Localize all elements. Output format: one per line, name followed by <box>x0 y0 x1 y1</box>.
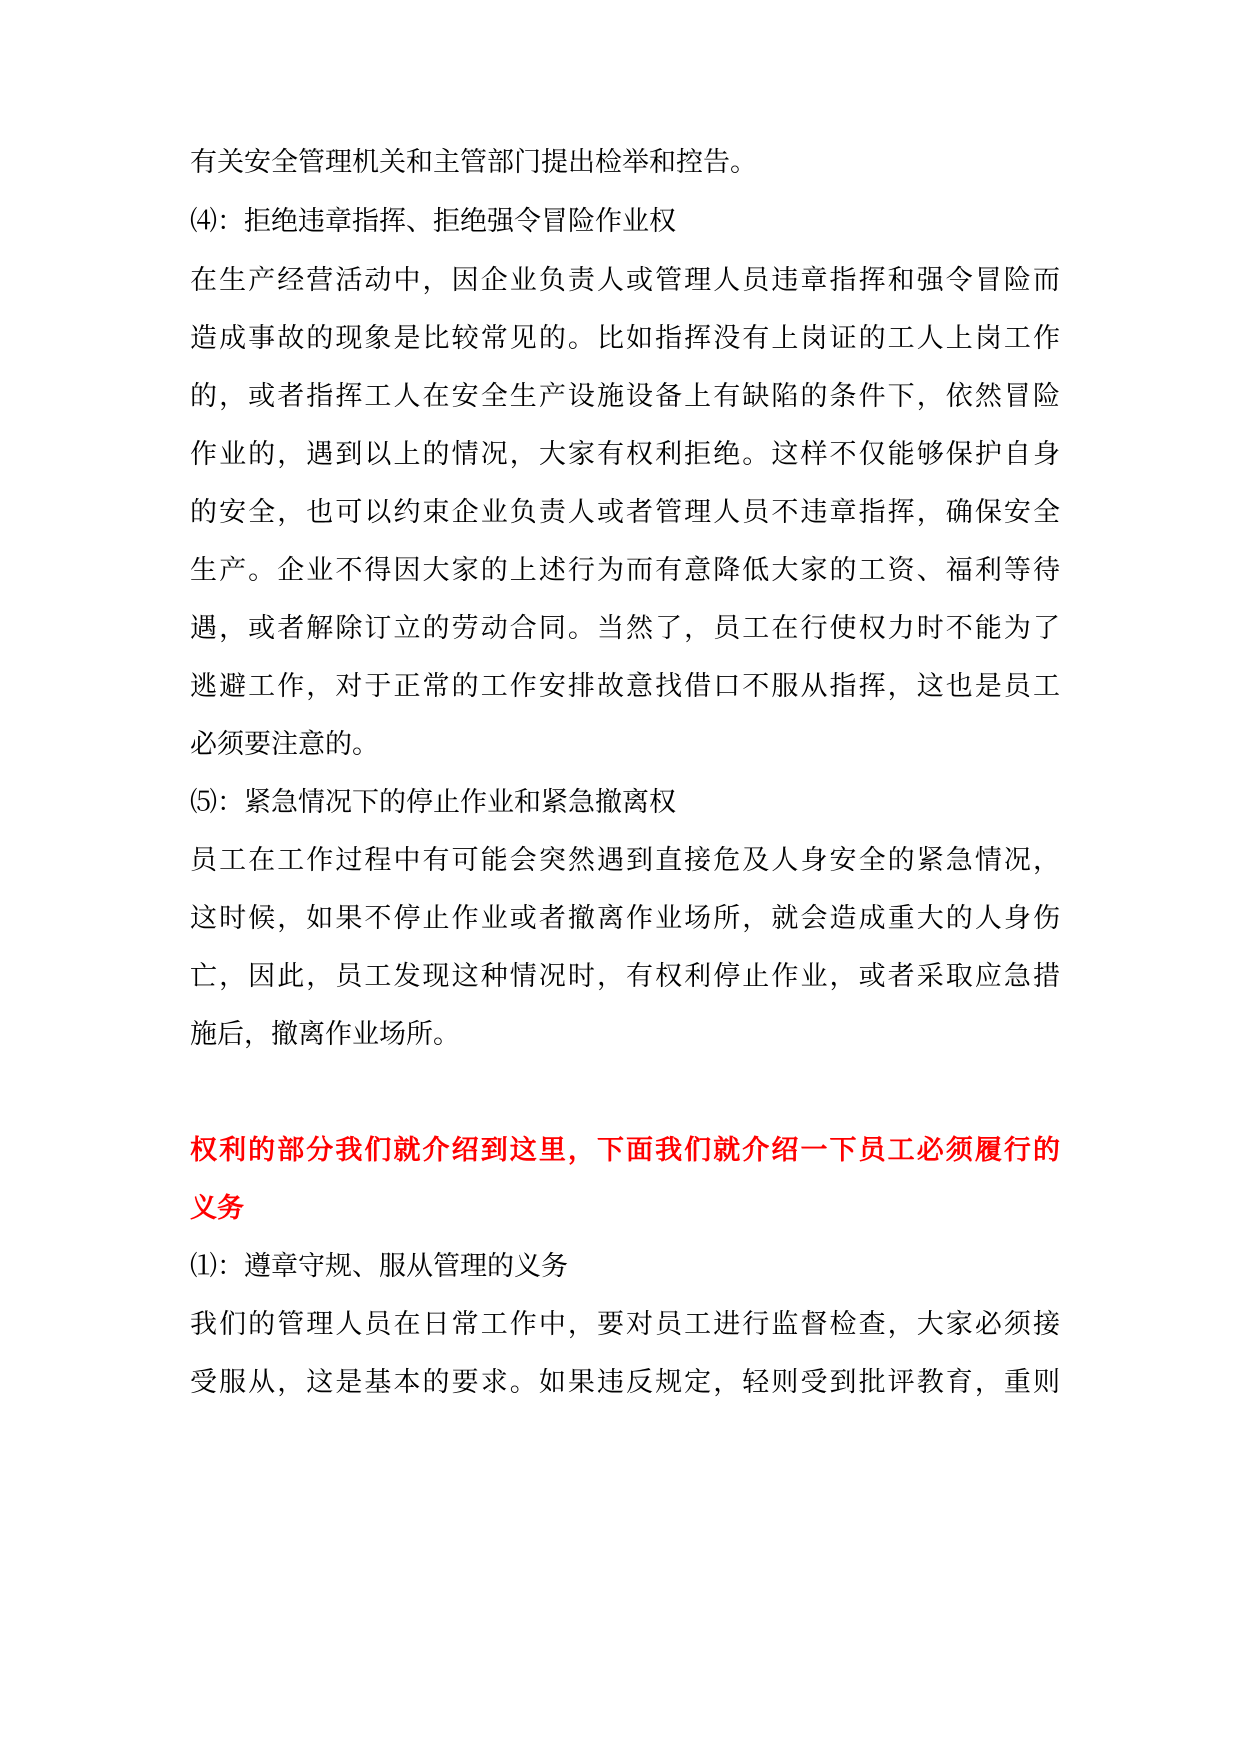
text-line: 必须要注意的。 <box>190 729 379 760</box>
text-line: 受服从，这是基本的要求。如果违反规定，轻则受到批评教育，重则 <box>190 1367 1060 1398</box>
section-heading-1: ⑴：遵章守规、服从管理的义务 <box>190 1251 568 1282</box>
highlight-line: 权利的部分我们就介绍到这里，下面我们就介绍一下员工必须履行的 <box>190 1135 1060 1166</box>
text-line: 作业的，遇到以上的情况，大家有权利拒绝。这样不仅能够保护自身 <box>190 439 1060 470</box>
text-line: 在生产经营活动中，因企业负责人或管理人员违章指挥和强令冒险而 <box>190 265 1060 296</box>
text-line: 亡，因此，员工发现这种情况时，有权利停止作业，或者采取应急措 <box>190 961 1060 992</box>
text-line: 有关安全管理机关和主管部门提出检举和控告。 <box>190 147 757 178</box>
text-line: 这时候，如果不停止作业或者撤离作业场所，就会造成重大的人身伤 <box>190 903 1060 934</box>
text-line: 逃避工作，对于正常的工作安排故意找借口不服从指挥，这也是员工 <box>190 671 1060 702</box>
text-line: 的安全，也可以约束企业负责人或者管理人员不违章指挥，确保安全 <box>190 497 1060 528</box>
highlight-line: 义务 <box>190 1193 244 1224</box>
text-line: 的，或者指挥工人在安全生产设施设备上有缺陷的条件下，依然冒险 <box>190 381 1060 412</box>
section-heading-4: ⑷：拒绝违章指挥、拒绝强令冒险作业权 <box>190 206 676 237</box>
text-line: 生产。企业不得因大家的上述行为而有意降低大家的工资、福利等待 <box>190 555 1060 586</box>
text-line: 遇，或者解除订立的劳动合同。当然了，员工在行使权力时不能为了 <box>190 613 1060 644</box>
text-line: 员工在工作过程中有可能会突然遇到直接危及人身安全的紧急情况， <box>190 845 1060 876</box>
text-line: 我们的管理人员在日常工作中，要对员工进行监督检查，大家必须接 <box>190 1309 1060 1340</box>
section-heading-5: ⑸：紧急情况下的停止作业和紧急撤离权 <box>190 787 676 818</box>
text-line: 造成事故的现象是比较常见的。比如指挥没有上岗证的工人上岗工作 <box>190 323 1060 354</box>
text-line: 施后，撤离作业场所。 <box>190 1019 460 1050</box>
